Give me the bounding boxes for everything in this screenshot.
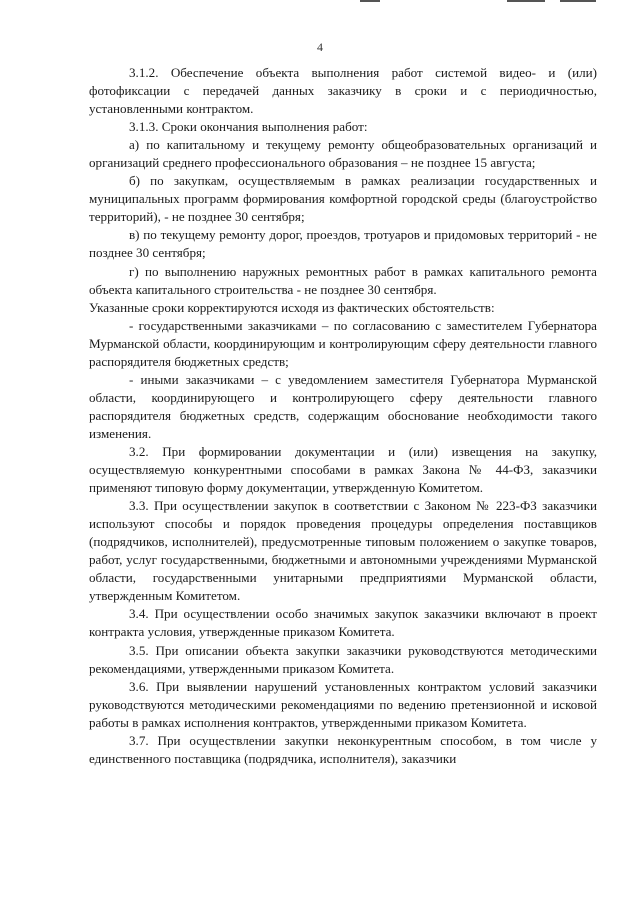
paragraph-3-5: 3.5. При описании объекта закупки заказчики руководствуются методическими рекомендациями, утвержденными приказом Комитета.: [89, 642, 597, 676]
scan-edge-mark: [507, 0, 545, 2]
page-number: 4: [317, 40, 323, 54]
paragraph-3-1-2: 3.1.2. Обеспечение объекта выполнения работ системой видео- и (или) фотофиксации с передачей данных заказчику в сроки и с периодичностью, установленными контрактом.: [89, 65, 597, 117]
paragraph-item-a: а) по капитальному и текущему ремонту общеобразовательных организаций и организаций среднего профессионального образования – не позднее 15 августа;: [89, 137, 597, 171]
paragraph-3-2: 3.2. При формировании документации и (или) извещения на закупку, осуществляемую конкурентными способами в рамках Закона № 44-ФЗ, заказчики применяют типовую форму документации, утвержденную Комитетом.: [89, 443, 597, 496]
paragraph-item-v: в) по текущему ремонту дорог, проездов, тротуаров и придомовых территорий - не позднее 30 сентября;: [89, 227, 597, 261]
scan-edge-mark: [360, 0, 380, 2]
paragraph-other-customers: - иными заказчиками – с уведомлением заместителя Губернатора Мурманской области, координирующего и контролирующего сферу деятельности главного распорядителя бюджетных средств, содержащим обоснование необходимости такого изменения.: [89, 371, 597, 441]
paragraph-3-6: 3.6. При выявлении нарушений установленных контрактом условий заказчики руководствуются методическими рекомендациями по ведению претензионной и исковой работы в рамках исполнения контрактов, утвержденными приказом Комитета.: [89, 678, 597, 730]
paragraph-3-3: 3.3. При осуществлении закупок в соответствии с Законом № 223-ФЗ заказчики используют способы и порядок проведения процедуры определения поставщиков (подрядчиков, исполнителей), предусмотренные типовым положением о закупке товаров, работ, услуг государственными, бюджетными и автономными учреждениями Мурманской области, государственными унитарными предприятиями Мурманской области, утвержденным Комитетом.: [89, 498, 597, 604]
scan-edge-mark: [560, 0, 596, 2]
paragraph-item-g: г) по выполнению наружных ремонтных работ в рамках капитального ремонта объекта капитального строительства - не позднее 30 сентября.: [89, 263, 597, 297]
paragraph-deadlines-note: Указанные сроки корректируются исходя из фактических обстоятельств:: [89, 299, 495, 315]
document-body: [89, 64, 597, 768]
paragraph-state-customers: - государственными заказчиками – по согласованию с заместителем Губернатора Мурманской области, координирующим и контролирующим сферу деятельности главного распорядителя бюджетных средств;: [89, 317, 597, 369]
paragraph-3-4: 3.4. При осуществлении особо значимых закупок заказчики включают в проект контракта условия, утвержденные приказом Комитета.: [89, 606, 597, 640]
paragraph-3-1-3: 3.1.3. Сроки окончания выполнения работ:: [129, 119, 368, 135]
paragraph-3-7: 3.7. При осуществлении закупки неконкурентным способом, в том числе у единственного поставщика (подрядчика, исполнителя), заказчики: [89, 732, 597, 766]
paragraph-item-b: б) по закупкам, осуществляемым в рамках реализации государственных и муниципальных программ формирования комфортной городской среды (благоустройство территорий), - не позднее 30 сентября;: [89, 173, 597, 225]
